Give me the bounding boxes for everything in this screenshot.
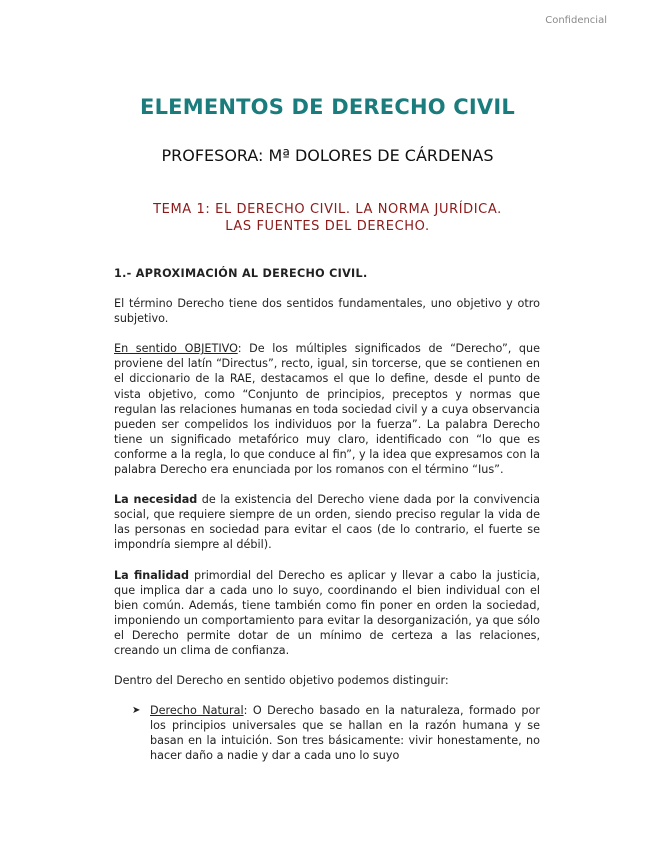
objective-text: : De los múltiples significados de “Derecho”, que proviene del latín “Directus”, recto, igual, sin torcerse, que se contienen en el diccionario de la RAE, destacamos el que lo define, desde el punto de vista objetivo, como “Conjunto de principios, preceptos y normas que regulan las relaciones humanas en toda sociedad civil y a cuya observancia pueden ser compelidos los individuos por la fuerza”. La palabra Derecho tiene un significado metafórico muy claro, identificado con “lo que es conforme a la regla, lo que conduce al fin”, y la idea que expresamos con la palabra Derecho era enunciada por los romanos con el término “Ius”. (114, 342, 540, 477)
purpose-label: La finalidad (114, 568, 190, 582)
topic-heading (0, 201, 655, 235)
purpose-paragraph (114, 568, 540, 659)
document-title: ELEMENTOS DE DERECHO CIVIL (140, 95, 515, 119)
necessity-paragraph (114, 492, 540, 552)
topic-line-1: TEMA 1: EL DERECHO CIVIL. LA NORMA JURÍDICA. (153, 202, 502, 217)
distinguish-paragraph: Dentro del Derecho en sentido objetivo podemos distinguir: (114, 674, 449, 688)
section-content (114, 266, 540, 764)
intro-paragraph: El término Derecho tiene dos sentidos fundamentales, uno objetivo y otro subjetivo. (114, 297, 540, 326)
arrow-bullet-icon: ➤ (132, 705, 141, 717)
purpose-text: primordial del Derecho es aplicar y llevar a cabo la justicia, que implica dar a cada uno lo suyo, coordinando el bien individual con el bien común. Además, tiene también como fin poner en orden la sociedad, imponiendo un comportamiento para evitar la desorganización, ya que sólo el Derecho permite dotar de un mínimo de certeza a las relaciones, creando un clima de confianza. (114, 568, 540, 657)
confidential-label: Confidencial (545, 15, 607, 26)
professor-line: PROFESORA: Mª DOLORES DE CÁRDENAS (161, 146, 494, 165)
natural-law-text: : O Derecho basado en la naturaleza, formado por los principios universales que se hallan en la razón humana y se basan en la intuición. Son tres básicamente: vivir honestamente, no hacer daño a nadie y dar a cada uno lo suyo (150, 704, 540, 763)
necessity-label: La necesidad (114, 493, 198, 507)
topic-line-2: LAS FUENTES DEL DERECHO. (225, 219, 430, 234)
necessity-text: de la existencia del Derecho viene dada por la convivencia social, que requiere siempre de un orden, siendo preciso regular la vida de las personas en sociedad para evitar el caos (de lo contrario, el fuerte se impondría siempre al débil). (114, 493, 540, 552)
objective-label: En sentido OBJETIVO (114, 342, 238, 356)
section-heading: 1.- APROXIMACIÓN AL DERECHO CIVIL. (114, 267, 368, 280)
list-item (114, 703, 540, 763)
natural-law-label: Derecho Natural (150, 704, 244, 718)
objective-paragraph (114, 341, 540, 477)
